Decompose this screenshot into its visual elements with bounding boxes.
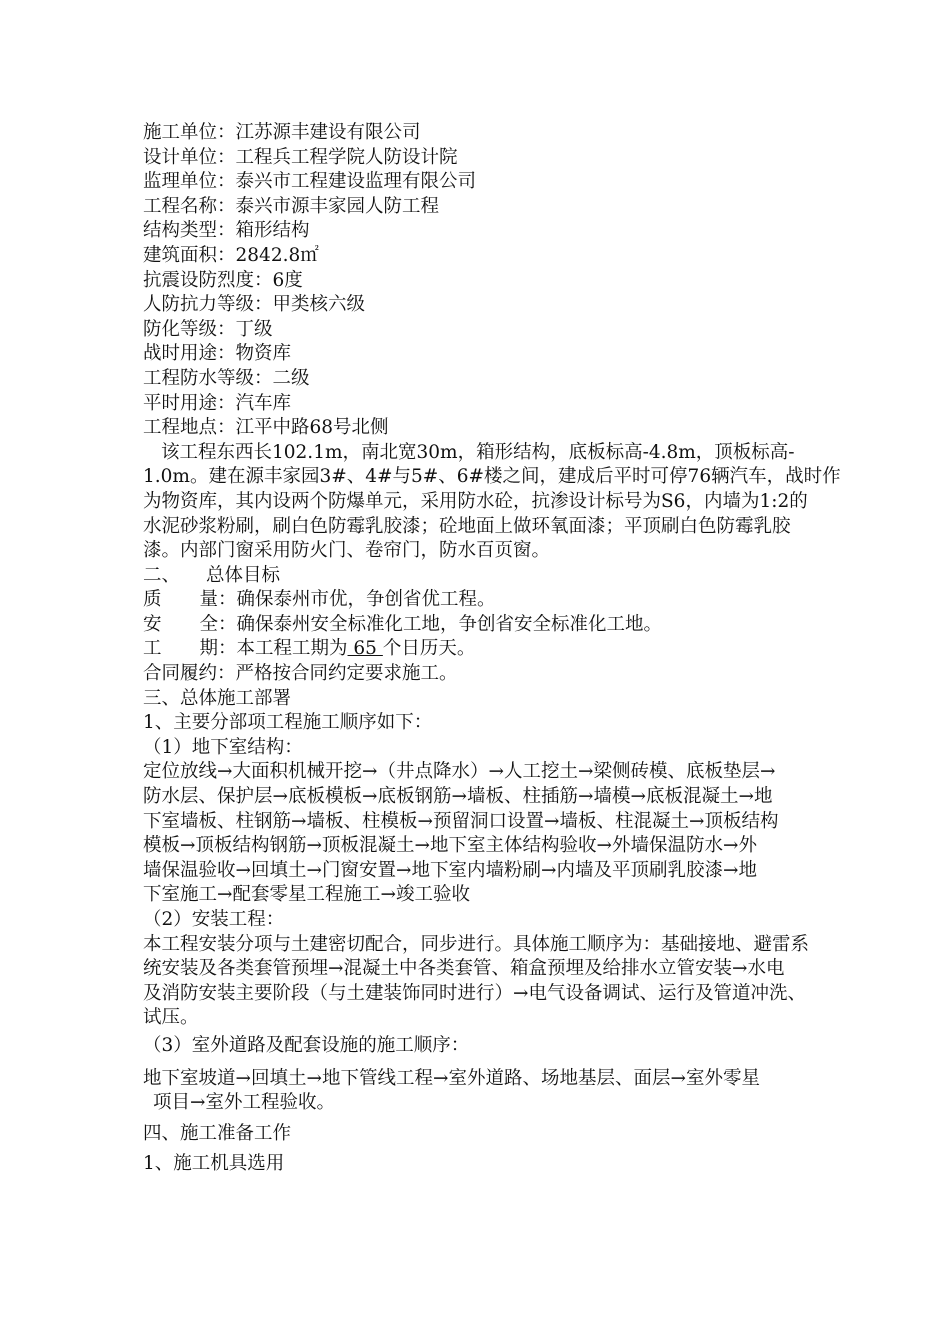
section-overall-goals bbox=[143, 564, 823, 687]
project-info bbox=[143, 121, 823, 441]
sub-heading: （2）安装工程： bbox=[143, 909, 285, 930]
sequence-line: 下室施工→配套零星工程施工→竣工验收 bbox=[143, 884, 471, 906]
goal-contract: 合同履约：严格按合同约定要求施工。 bbox=[143, 663, 458, 685]
sequence-basement bbox=[143, 760, 823, 908]
section-deployment bbox=[143, 687, 823, 1116]
sequence-outdoor bbox=[143, 1067, 823, 1116]
info-protection-level: 人防抗力等级：甲类核六级 bbox=[143, 294, 366, 316]
period-days: 65 bbox=[347, 638, 383, 660]
overview-line: 水泥砂浆粉刷，刷白色防霉乳胶漆；砼地面上做环氧面漆；平顶刷白色防霉乳胶 bbox=[143, 515, 791, 537]
sub-heading: （1）地下室结构： bbox=[143, 736, 303, 758]
document-page bbox=[143, 121, 841, 1177]
overview-line: 漆。内部门窗采用防火门、卷帘门，防水百页窗。 bbox=[143, 540, 551, 562]
overview-line: 该工程东西长102.1m，南北宽30m，箱形结构，底板标高-4.8m，顶板标高- bbox=[161, 441, 795, 463]
overview-paragraph bbox=[143, 441, 841, 564]
info-project-name: 工程名称：泰兴市源丰家园人防工程 bbox=[143, 195, 440, 217]
goal-quality: 质 量：确保泰州市优，争创省优工程。 bbox=[143, 589, 496, 611]
info-supervision-unit: 监理单位：泰兴市工程建设监理有限公司 bbox=[143, 171, 477, 193]
section-heading: 二、 总体目标 bbox=[143, 564, 281, 586]
sequence-line: 地下室坡道→回填土→地下管线工程→室外道路、场地基层、面层→室外零星 bbox=[143, 1067, 761, 1089]
sequence-line: 及消防安装主要阶段（与土建装饰同时进行）→电气设备调试、运行及管道冲洗、 bbox=[143, 982, 807, 1004]
sequence-line: 统安装及各类套管预埋→混凝土中各类套管、箱盒预埋及给排水立管安装→水电 bbox=[143, 958, 785, 980]
section-heading: 四、施工准备工作 bbox=[143, 1122, 292, 1144]
section-preparation bbox=[143, 1122, 823, 1177]
info-waterproof-level: 工程防水等级：二级 bbox=[143, 367, 310, 389]
info-design-unit: 设计单位：工程兵工程学院人防设计院 bbox=[143, 146, 458, 168]
goal-safety: 安 全：确保泰州安全标准化工地，争创省安全标准化工地。 bbox=[143, 613, 663, 635]
overview-line: 为物资库，其内设两个防爆单元，采用防水砼，抗渗设计标号为S6，内墙为1:2的 bbox=[143, 490, 808, 512]
sequence-line: 本工程安装分项与土建密切配合，同步进行。具体施工顺序为：基础接地、避雷系 bbox=[143, 933, 810, 955]
sequence-installation bbox=[143, 933, 823, 1031]
info-structure-type: 结构类型：箱形结构 bbox=[143, 220, 310, 242]
info-chemical-level: 防化等级：丁级 bbox=[143, 318, 273, 340]
info-floor-area: 建筑面积：2842.8㎡ bbox=[143, 244, 319, 266]
section-heading: 三、总体施工部署 bbox=[143, 687, 292, 709]
info-seismic-intensity: 抗震设防烈度：6度 bbox=[143, 269, 303, 291]
sequence-line: 防水层、保护层→底板模板→底板钢筋→墙板、柱插筋→墙模→底板混凝土→地 bbox=[143, 786, 773, 808]
goal-period: 工 期：本工程工期为 65 个日历天。 bbox=[143, 638, 476, 660]
info-peacetime-use: 平时用途：汽车库 bbox=[143, 392, 292, 414]
sequence-line: 定位放线→大面积机械开挖→（井点降水）→人工挖土→梁侧砖模、底板垫层→ bbox=[143, 761, 776, 783]
sequence-line: 墙保温验收→回填土→门窗安置→地下室内墙粉刷→内墙及平顶刷乳胶漆→地 bbox=[143, 859, 758, 881]
sequence-line: 模板→顶板结构钢筋→顶板混凝土→地下室主体结构验收→外墙保温防水→外 bbox=[143, 835, 758, 857]
sequence-line: 项目→室外工程验收。 bbox=[153, 1092, 336, 1114]
sub-heading: （3）室外道路及配套设施的施工顺序： bbox=[143, 1034, 470, 1056]
sequence-line: 下室墙板、柱钢筋→墙板、柱模板→预留洞口设置→墙板、柱混凝土→顶板结构 bbox=[143, 810, 779, 832]
info-wartime-use: 战时用途：物资库 bbox=[143, 343, 292, 365]
sequence-line: 试压。 bbox=[143, 1007, 199, 1029]
item-heading: 1、施工机具选用 bbox=[143, 1153, 285, 1175]
info-location: 工程地点：江平中路68号北侧 bbox=[143, 417, 389, 439]
info-construction-unit: 施工单位：江苏源丰建设有限公司 bbox=[143, 122, 421, 143]
overview-line: 1.0m。建在源丰家园3#、4#与5#、6#楼之间，建成后平时可停76辆汽车，战时作 bbox=[143, 466, 841, 488]
item-heading: 1、主要分部项工程施工顺序如下： bbox=[143, 712, 433, 734]
